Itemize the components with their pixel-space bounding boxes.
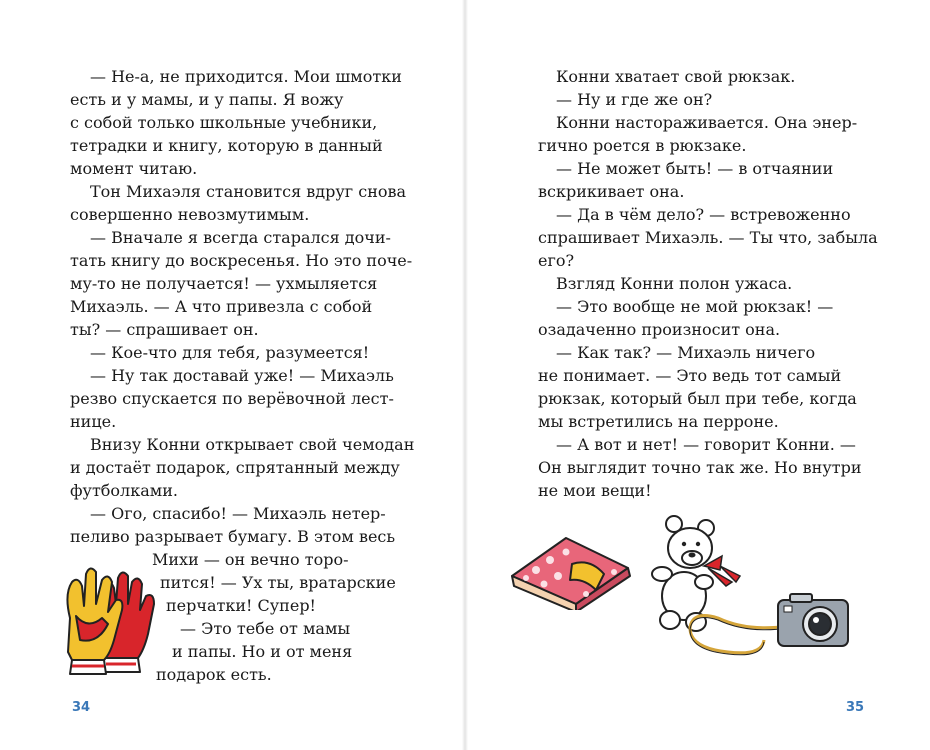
text-line: Внизу Конни открывает свой чемодан (90, 435, 415, 454)
text-line: — А вот и нет! — говорит Конни. — (556, 435, 856, 454)
text-line: Конни хватает свой рюкзак. (556, 67, 796, 86)
page-number: 35 (846, 700, 865, 715)
text-line: и достаёт подарок, спрятанный между (70, 458, 400, 477)
text-line: — Вначале я всегда старался дочи- (90, 228, 391, 247)
text-line: и папы. Но и от меня (172, 642, 353, 661)
text-line: спрашивает Михаэль. — Ты что, забыла (538, 228, 878, 247)
text-line: его? (538, 251, 575, 270)
text-line: перчатки! Супер! (166, 596, 316, 615)
text-line: ты? — спрашивает он. (70, 320, 259, 339)
text-line: футболками. (70, 481, 178, 500)
text-line: — Это тебе от мамы (180, 619, 351, 638)
text-line: рюкзак, который был при тебе, когда (538, 389, 857, 408)
text-line: вскрикивает она. (538, 182, 685, 201)
text-line: Он выглядит точно так же. Но внутри (538, 458, 862, 477)
right-page (468, 0, 930, 750)
text-line: — Да в чём дело? — встревоженно (556, 205, 851, 224)
text-line: совершенно невозмутимым. (70, 205, 310, 224)
text-line: момент читаю. (70, 159, 198, 178)
text-line: озадаченно произносит она. (538, 320, 781, 339)
text-line: не понимает. — Это ведь тот самый (538, 366, 842, 385)
text-line: — Не-а, не приходится. Мои шмотки (90, 67, 402, 86)
camera-illustration (678, 588, 858, 668)
text-line: подарок есть. (156, 665, 272, 684)
goalkeeper-gloves-illustration (58, 560, 162, 678)
text-line: резво спускается по верёвочной лест- (70, 389, 394, 408)
text-line: — Ого, спасибо! — Михаэль нетер- (90, 504, 386, 523)
text-line: гично роется в рюкзаке. (538, 136, 747, 155)
text-line: Михи — он вечно торо- (152, 550, 349, 569)
text-line: Взгляд Конни полон ужаса. (556, 274, 793, 293)
text-line: нице. (70, 412, 117, 431)
text-line: не мои вещи! (538, 481, 652, 500)
text-line: пеливо разрывает бумагу. В этом весь (70, 527, 396, 546)
left-page (0, 0, 462, 750)
text-line: — Это вообще не мой рюкзак! — (556, 297, 834, 316)
text-line: есть и у мамы, и у папы. Я вожу (70, 90, 344, 109)
text-line: — Как так? — Михаэль ничего (556, 343, 816, 362)
text-line: — Кое-что для тебя, разумеется! (90, 343, 370, 362)
text-line: — Ну и где же он? (556, 90, 713, 109)
camera-strap (690, 616, 788, 653)
text-line: Конни настораживается. Она энер- (556, 113, 858, 132)
wallet-body (512, 538, 628, 604)
text-line: с собой только школьные учебники, (70, 113, 378, 132)
text-line: — Ну так доставай уже! — Михаэль (90, 366, 394, 385)
text-line: мы встретились на перроне. (538, 412, 779, 431)
text-line: — Не может быть! — в отчаянии (556, 159, 834, 178)
text-line: тать книгу до воскресенья. Но это поче- (70, 251, 413, 270)
page-number: 34 (72, 700, 91, 715)
pink-wallet-illustration (506, 528, 636, 610)
text-line: му-то не получается! — ухмыляется (70, 274, 378, 293)
text-line: Тон Михаэля становится вдруг снова (90, 182, 407, 201)
text-line: Михаэль. — А что привезла с собой (70, 297, 373, 316)
text-line: пится! — Ух ты, вратарские (160, 573, 396, 592)
text-line: тетрадки и книгу, которую в данный (70, 136, 383, 155)
